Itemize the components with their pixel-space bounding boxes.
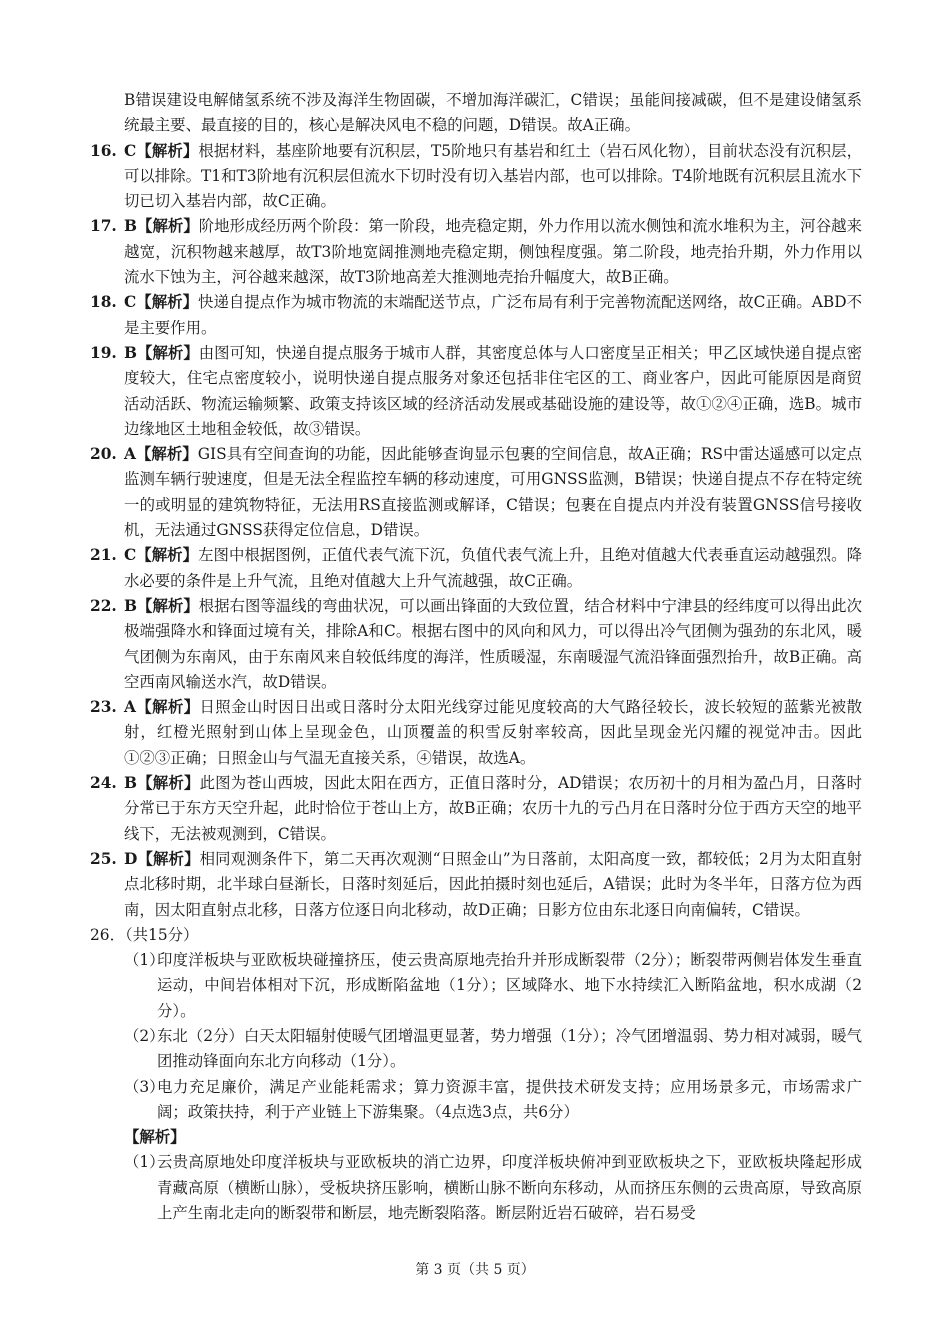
item-24	[90, 771, 862, 847]
item-21	[90, 543, 862, 594]
item-26	[90, 923, 862, 1227]
analysis-tag: 【解析】	[137, 343, 199, 362]
answer-part-2	[90, 1024, 862, 1075]
analysis-tag: 【解析】	[137, 217, 199, 236]
question-number: 22.	[90, 596, 117, 615]
question-number: 17.	[90, 217, 117, 236]
explanation-text: 根据材料，基座阶地要有沉积层，T5阶地只有基岩和红土（岩石风化物），目前状态没有沉积层，可以排除。T1和T3阶地有沉积层但流水下切时没有切入基岩内部，也可以排除。T4阶地既有沉积层且流水下切已切入基岩内部，故C正确。	[124, 141, 862, 211]
explanation-text: 此图为苍山西坡，因此太阳在西方，正值日落时分，AD错误；农历初十的月相为盈凸月，日落时分常已于东方天空升起，此时恰位于苍山上方，故B正确；农历十九的亏凸月在日落时分位于西方天空的地平线下，无法被观测到，C错误。	[124, 774, 862, 843]
item-17	[90, 214, 862, 290]
question-number: 18.	[90, 293, 117, 312]
part-number: （3）	[124, 1077, 165, 1096]
answer-letter: B	[124, 343, 138, 362]
explanation-text: 相同观测条件下，第二天再次观测“日照金山”为日落前，太阳高度一致，都较低；2月为太阳直射点北移时期，北半球白昼渐长，日落时刻延后，因此拍摄时刻也延后，A错误；此时为冬半年，日落方位为西南，因太阳直射点北移，日落方位逐日向北移动，故D正确；日影方位由东北逐日向南偏转，C错误。	[124, 849, 862, 919]
answer-letter: C	[124, 141, 137, 160]
part-number: （1）	[124, 951, 165, 970]
item-18	[90, 290, 862, 341]
answer-letter: C	[124, 293, 137, 312]
answer-letter: A	[124, 698, 136, 717]
analysis-tag: 【解析】	[136, 546, 199, 565]
explanation-text: 左图中根据图例，正值代表气流下沉，负值代表气流上升，且绝对值越大代表垂直运动越强烈。降水必要的条件是上升气流，且绝对值越大上升气流越强，故C正确。	[124, 546, 862, 590]
question-number: 21.	[90, 546, 117, 565]
question-26-header: 26．（共15分）	[90, 925, 199, 944]
answer-letter: A	[124, 445, 136, 464]
question-number: 20.	[90, 445, 117, 464]
explanation-text: 快递自提点作为城市物流的末端配送节点，广泛布局有利于完善物流配送网络，故C正确。ABD不是主要作用。	[124, 293, 862, 337]
item-16	[90, 139, 862, 215]
answer-letter: C	[124, 546, 137, 565]
explanation-text: 日照金山时因日出或日落时分太阳光线穿过能见度较高的大气路径较长，波长较短的蓝紫光被散射，红橙光照射到山体上呈现金色，山顶覆盖的积雪反射率较高，因此呈现金光闪耀的视觉冲击。因此①②③正确；日照金山与气温无直接关系，④错误，故选A。	[124, 698, 862, 767]
page-footer: 第 3 页（共 5 页）	[415, 1262, 535, 1278]
explanation-text: 根据右图等温线的弯曲状况，可以画出锋面的大致位置，结合材料中宁津县的经纬度可以得出此次极端强降水和锋面过境有关，排除A和C。根据右图中的风向和风力，可以得出冷气团侧为强劲的东北风，暖气团侧为东南风，由于东南风来自较低纬度的海洋，性质暖湿，东南暖湿气流沿锋面强烈抬升，故B正确。高空西南风输送水汽，故D错误。	[124, 596, 862, 691]
item-20	[90, 442, 862, 543]
explanation-text: 阶地形成经历两个阶段：第一阶段，地壳稳定期，外力作用以流水侧蚀和流水堆积为主，河谷越来越宽，沉积物越来越厚，故T3阶地宽阔推测地壳稳定期，侧蚀程度强。第二阶段，地壳抬升期，外力作用以流水下蚀为主，河谷越来越深，故T3阶地高差大推测地壳抬升幅度大，故B正确。	[124, 217, 862, 287]
analysis-tag: 【解析】	[136, 293, 199, 312]
answer-part-1	[90, 948, 862, 1024]
question-number: 23.	[90, 698, 117, 717]
question-number: 25.	[90, 849, 117, 868]
analysis-tag: 【解析】	[135, 698, 200, 717]
answer-part-3	[90, 1075, 862, 1126]
continued-paragraph: B错误建设电解储氢系统不涉及海洋生物固碳，不增加海洋碳汇，C错误；虽能间接减碳，但不是建设储氢系统最主要、最直接的目的，核心是解决风电不稳的问题，D错误。故A正确。	[124, 91, 862, 135]
item-25	[90, 847, 862, 923]
explanation-text: 由图可知，快递自提点服务于城市人群，其密度总体与人口密度呈正相关；甲乙区域快递自提点密度较大，住宅点密度较小，说明快递自提点服务对象还包括非住宅区的工、商业客户，因此可能原因是商贸活动活跃、物流运输频繁、政策支持该区域的经济活动发展或基础设施的建设等，故①②④正确，选B。城市边缘地区土地租金较低，故③错误。	[124, 343, 862, 438]
answer-letter: B	[124, 217, 138, 236]
analysis-tag: 【解析】	[136, 141, 199, 160]
answer-letter: D	[124, 849, 138, 868]
part-number: （1）	[124, 1153, 165, 1172]
analysis-tag: 【解析】	[137, 596, 199, 615]
part-text: 东北（2分）白天太阳辐射使暖气团增温更显著，势力增强（1分）；冷气团增温弱、势力相对减弱，暖气团推动锋面向东北方向移动（1分）。	[157, 1026, 862, 1071]
analysis-part-1	[90, 1150, 862, 1226]
answer-letter: B	[124, 774, 138, 793]
analysis-tag: 【解析】	[135, 445, 198, 464]
part-text: 印度洋板块与亚欧板块碰撞挤压，使云贵高原地壳抬升并形成断裂带（2分）；断裂带两侧岩体发生垂直运动，中间岩体相对下沉，形成断陷盆地（1分）；区域降水、地下水持续汇入断陷盆地，积水成湖（2分）。	[157, 951, 862, 1020]
answer-letter: B	[124, 596, 138, 615]
question-number: 24.	[90, 774, 117, 793]
part-text: 电力充足廉价，满足产业能耗需求；算力资源丰富，提供技术研发支持；应用场景多元，市场需求广阔；政策扶持，利于产业链上下游集聚。（4点选3点，共6分）	[157, 1077, 862, 1121]
analysis-heading: 【解析】	[124, 1128, 186, 1147]
answer-content	[90, 88, 862, 1226]
item-19	[90, 341, 862, 442]
item-23	[90, 695, 862, 771]
question-number: 19.	[90, 343, 117, 362]
analysis-tag: 【解析】	[137, 849, 200, 868]
analysis-tag: 【解析】	[137, 774, 200, 793]
part-number: （2）	[124, 1026, 165, 1045]
explanation-text: GIS具有空间查询的功能，因此能够查询显示包裹的空间信息，故A正确；RS中雷达遥感可以定点监测车辆行驶速度，但是无法全程监控车辆的移动速度，可用GNSS监测，B错误；快递自提点不存在特定统一的或明显的建筑物特征，无法用RS直接监测或解译，C错误；包裹在自提点内并没有装置GNSS信号接收机，无法通过GNSS获得定位信息，D错误。	[124, 445, 862, 540]
question-number: 16.	[90, 141, 117, 160]
part-text: 云贵高原地处印度洋板块与亚欧板块的消亡边界，印度洋板块俯冲到亚欧板块之下，亚欧板块隆起形成青藏高原（横断山脉），受板块挤压影响，横断山脉不断向东移动，从而挤压东侧的云贵高原，导致高原上产生南北走向的断裂带和断层，地壳断裂陷落。断层附近岩石破碎，岩石易受	[157, 1153, 862, 1223]
item-22	[90, 594, 862, 695]
